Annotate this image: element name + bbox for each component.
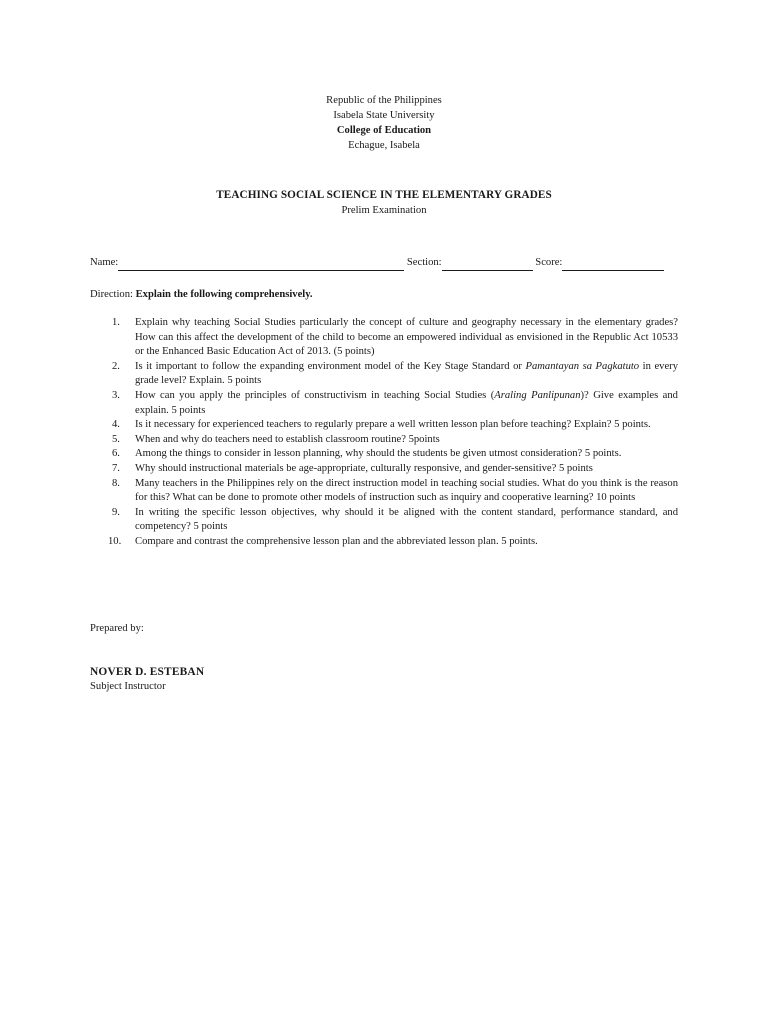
question-number: 6. <box>112 448 120 460</box>
question-item <box>90 477 678 506</box>
question-text: Many teachers in the Philippines rely on the direct instruction model in teaching social studies. What do you think is the reason for this? What can be done to promote other models of instruction such as inquiry and cooperative learning? 10 points <box>135 477 678 504</box>
question-number: 9. <box>112 506 120 518</box>
question-item <box>90 447 678 462</box>
question-item <box>90 535 678 550</box>
question-item <box>90 462 678 477</box>
signatory <box>90 665 204 694</box>
direction-text: Explain the following comprehensively. <box>135 289 313 300</box>
prepared-by-label: Prepared by: <box>90 623 144 634</box>
question-text: In writing the specific lesson objectives, why should it be aligned with the content standard, performance standard, and competency? 5 points <box>135 506 678 533</box>
score-label: Score: <box>535 257 563 268</box>
exam-title-block <box>0 188 768 218</box>
country-line: Republic of the Philippines <box>326 95 442 106</box>
question-text: When and why do teachers need to establish classroom routine? 5points <box>135 433 440 445</box>
section-label: Section: <box>406 257 442 268</box>
name-blank[interactable] <box>118 259 404 271</box>
question-number: 4. <box>112 419 120 431</box>
question-text: Among the things to consider in lesson planning, why should the students be given utmost consideration? 5 points. <box>135 448 622 460</box>
question-list <box>90 316 678 550</box>
university-line: Isabela State University <box>333 110 435 121</box>
direction-label: Direction: <box>90 289 136 300</box>
question-text: Explain why teaching Social Studies particularly the concept of culture and geography necessary in the elementary grades? How can this affect the development of the child to become an empowered individual as envisioned in the Republic Act 10533 or the Enhanced Basic Education Act of 2013. (5 points) <box>135 317 678 358</box>
question-number: 7. <box>112 462 120 474</box>
direction <box>90 288 313 303</box>
question-item <box>90 506 678 535</box>
institution-header <box>0 93 768 153</box>
question-italic-term: Pamantayan sa Pagkatuto <box>525 360 640 372</box>
question-number: 8. <box>112 477 120 489</box>
question-number: 5. <box>112 433 120 445</box>
student-info-row <box>90 256 678 272</box>
question-italic-term: Araling Panlipunan <box>494 389 581 401</box>
question-item <box>90 389 678 418</box>
question-text: Compare and contrast the comprehensive lesson plan and the abbreviated lesson plan. 5 points. <box>135 535 538 547</box>
section-blank[interactable] <box>442 259 533 271</box>
question-number: 3. <box>112 389 120 401</box>
question-item <box>90 433 678 448</box>
question-number: 2. <box>112 360 120 372</box>
college-line: College of Education <box>336 125 432 136</box>
question-text: Is it necessary for experienced teachers to regularly prepare a well written lesson plan before teaching? Explain? 5 points. <box>135 419 651 431</box>
location-line: Echague, Isabela <box>348 140 420 151</box>
question-text: Why should instructional materials be age-appropriate, culturally responsive, and gender-sensitive? 5 points <box>135 462 593 474</box>
question-number: 10. <box>108 535 122 547</box>
name-label: Name: <box>90 257 119 268</box>
instructor-name: NOVER D. ESTEBAN <box>90 666 205 678</box>
exam-subtitle: Prelim Examination <box>341 205 427 216</box>
question-text: Is it important to follow the expanding environment model of the Key Stage Standard or <box>135 360 526 372</box>
question-item <box>90 360 678 389</box>
question-item <box>90 316 678 360</box>
question-text-end: in every grade level? Explain. 5 points <box>135 360 678 387</box>
score-blank[interactable] <box>562 259 664 271</box>
instructor-role: Subject Instructor <box>90 680 166 692</box>
exam-title: TEACHING SOCIAL SCIENCE IN THE ELEMENTARY GRADES <box>216 189 552 201</box>
question-item <box>90 418 678 433</box>
question-text: How can you apply the principles of constructivism in teaching Social Studies ( <box>135 389 495 401</box>
question-text-end: )? Give examples and explain. 5 points <box>135 389 678 416</box>
question-number: 1. <box>112 317 120 328</box>
